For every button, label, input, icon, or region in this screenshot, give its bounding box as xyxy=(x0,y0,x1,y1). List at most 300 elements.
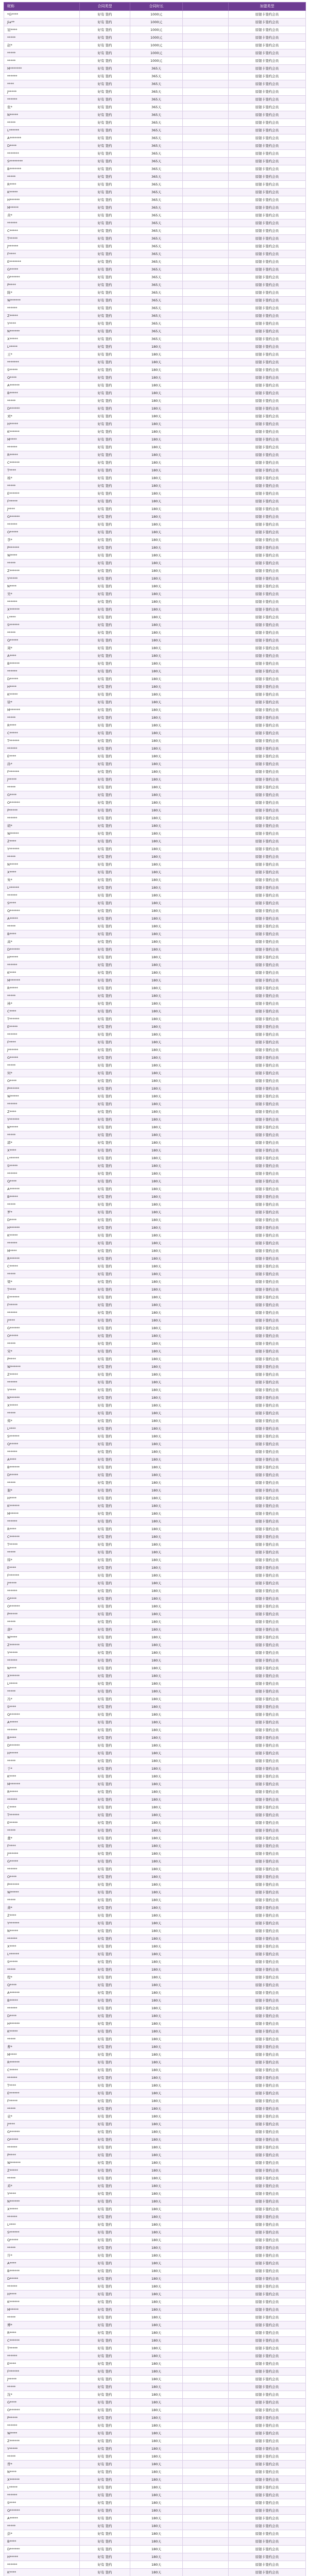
cell-nickname: K***** xyxy=(4,1232,80,1240)
cell-nickname: L****** xyxy=(4,884,80,892)
cell-empty xyxy=(183,1904,229,1912)
table-row xyxy=(4,1634,306,1641)
cell-plan-type: 原银卡签约会员 xyxy=(229,760,306,768)
cell-contract-type: 好有 签约 xyxy=(80,1804,130,1811)
cell-plan-type: 原银卡签约会员 xyxy=(229,2329,306,2337)
cell-plan-type: 原银卡签约会员 xyxy=(229,1618,306,1626)
cell-plan-type: 原银卡签约会员 xyxy=(229,606,306,614)
cell-plan-type: 原银卡签约会员 xyxy=(229,869,306,876)
cell-plan-type: 原银卡签约会员 xyxy=(229,946,306,954)
cell-contract-duration: 1000元 xyxy=(130,34,183,42)
cell-contract-duration: 180天 xyxy=(130,2221,183,2229)
cell-nickname: O****** xyxy=(4,1603,80,1611)
cell-plan-type: 原银卡签约会员 xyxy=(229,312,306,320)
cell-nickname: O***** xyxy=(4,1332,80,1340)
cell-empty xyxy=(183,2028,229,2036)
cell-contract-type: 好有 签约 xyxy=(80,1711,130,1719)
cell-nickname: E****** xyxy=(4,1294,80,1301)
cell-contract-duration: 180天 xyxy=(130,1108,183,1116)
cell-plan-type: 原银卡签约会员 xyxy=(229,2507,306,2515)
cell-contract-type: 好有 签约 xyxy=(80,2538,130,2546)
cell-nickname: 宋* xyxy=(4,1348,80,1355)
cell-plan-type: 原银卡签约会员 xyxy=(229,405,306,413)
cell-nickname: H**** xyxy=(4,2291,80,2298)
table-row xyxy=(4,977,306,985)
cell-empty xyxy=(183,706,229,714)
cell-nickname: J****** xyxy=(4,1850,80,1858)
cell-plan-type: 原银卡签约会员 xyxy=(229,1015,306,1023)
cell-empty xyxy=(183,1263,229,1270)
cell-plan-type: 原银卡签约会员 xyxy=(229,552,306,560)
cell-contract-type: 好有 签约 xyxy=(80,2028,130,2036)
cell-nickname: M***** xyxy=(4,2306,80,2314)
cell-plan-type: 原银卡签约会员 xyxy=(229,1193,306,1201)
cell-contract-duration: 365天 xyxy=(130,73,183,80)
table-row xyxy=(4,1850,306,1858)
cell-contract-duration: 180天 xyxy=(130,598,183,606)
cell-contract-type: 好有 签约 xyxy=(80,1402,130,1410)
cell-nickname: T**** xyxy=(4,467,80,474)
cell-plan-type: 原银卡签约会员 xyxy=(229,2515,306,2522)
cell-contract-duration: 180天 xyxy=(130,900,183,907)
cell-empty xyxy=(183,745,229,753)
cell-nickname: F**** xyxy=(4,250,80,258)
table-row xyxy=(4,1170,306,1178)
table-row xyxy=(4,181,306,189)
cell-empty xyxy=(183,1162,229,1170)
table-row xyxy=(4,1278,306,1286)
cell-contract-duration: 180天 xyxy=(130,1471,183,1479)
table-row xyxy=(4,907,306,915)
cell-contract-type: 好有 签约 xyxy=(80,1201,130,1209)
cell-plan-type: 原银卡签约会员 xyxy=(229,1417,306,1425)
cell-contract-type: 好有 签约 xyxy=(80,26,130,34)
cell-contract-duration: 180天 xyxy=(130,1332,183,1340)
cell-nickname: K***** xyxy=(4,2028,80,2036)
cell-empty xyxy=(183,2391,229,2399)
cell-empty xyxy=(183,1448,229,1456)
cell-plan-type: 原银卡签约会员 xyxy=(229,2360,306,2368)
cell-contract-duration: 365天 xyxy=(130,274,183,281)
cell-nickname: S***** xyxy=(4,366,80,374)
cell-contract-type: 好有 签约 xyxy=(80,1951,130,1958)
cell-empty xyxy=(183,1124,229,1131)
cell-plan-type: 原银卡签约会员 xyxy=(229,2561,306,2569)
cell-contract-duration: 180天 xyxy=(130,2352,183,2360)
cell-plan-type: 原银卡签约会员 xyxy=(229,1742,306,1750)
cell-plan-type: 原银卡签约会员 xyxy=(229,1479,306,1487)
cell-plan-type: 原银卡签约会员 xyxy=(229,1131,306,1139)
cell-contract-duration: 180天 xyxy=(130,567,183,575)
cell-contract-duration: 365天 xyxy=(130,235,183,243)
cell-contract-duration: 180天 xyxy=(130,1077,183,1085)
cell-nickname: N****** xyxy=(4,2198,80,2206)
table-row xyxy=(4,606,306,614)
cell-nickname: ***** xyxy=(4,482,80,490)
cell-contract-duration: 180天 xyxy=(130,985,183,992)
table-row xyxy=(4,1108,306,1116)
cell-empty xyxy=(183,822,229,830)
cell-plan-type: 原银卡签约会员 xyxy=(229,250,306,258)
table-row xyxy=(4,768,306,776)
cell-contract-type: 好有 签约 xyxy=(80,436,130,444)
table-row xyxy=(4,753,306,760)
cell-plan-type: 原银卡签约会员 xyxy=(229,714,306,722)
table-row xyxy=(4,1966,306,1974)
cell-empty xyxy=(183,2221,229,2229)
cell-contract-duration: 180天 xyxy=(130,2020,183,2028)
cell-contract-duration: 180天 xyxy=(130,1997,183,2005)
cell-nickname: D**** xyxy=(4,2012,80,2020)
cell-contract-duration: 180天 xyxy=(130,1000,183,1008)
cell-empty xyxy=(183,1726,229,1734)
cell-contract-duration: 180天 xyxy=(130,359,183,366)
cell-plan-type: 原银卡签约会员 xyxy=(229,529,306,536)
cell-empty xyxy=(183,583,229,590)
cell-empty xyxy=(183,2275,229,2283)
cell-contract-type: 好有 签约 xyxy=(80,1286,130,1294)
cell-contract-type: 好有 签约 xyxy=(80,11,130,19)
cell-nickname: J***** xyxy=(4,1580,80,1587)
table-header xyxy=(4,3,306,11)
cell-contract-type: 好有 签约 xyxy=(80,2213,130,2221)
cell-contract-duration: 180天 xyxy=(130,2074,183,2082)
cell-empty xyxy=(183,389,229,397)
cell-contract-type: 好有 签约 xyxy=(80,876,130,884)
cell-plan-type: 原银卡签约会员 xyxy=(229,1031,306,1039)
cell-empty xyxy=(183,815,229,822)
cell-nickname: 许* xyxy=(4,2252,80,2260)
cell-empty xyxy=(183,351,229,359)
cell-nickname: ****** xyxy=(4,2213,80,2221)
cell-nickname: 曾* xyxy=(4,2461,80,2468)
cell-contract-type: 好有 签约 xyxy=(80,2182,130,2190)
cell-plan-type: 原银卡签约会员 xyxy=(229,49,306,57)
cell-contract-type: 好有 签约 xyxy=(80,1634,130,1641)
cell-empty xyxy=(183,722,229,730)
cell-empty xyxy=(183,1085,229,1093)
cell-contract-duration: 180天 xyxy=(130,1657,183,1665)
cell-contract-type: 好有 签约 xyxy=(80,2066,130,2074)
cell-contract-type: 好有 签约 xyxy=(80,2569,130,2576)
cell-nickname: W**** xyxy=(4,552,80,560)
cell-contract-type: 好有 签约 xyxy=(80,304,130,312)
cell-empty xyxy=(183,992,229,1000)
cell-nickname: W***** xyxy=(4,1889,80,1896)
cell-plan-type: 原银卡签约会员 xyxy=(229,845,306,853)
cell-empty xyxy=(183,1502,229,1510)
cell-empty xyxy=(183,1835,229,1842)
cell-nickname: R***** xyxy=(4,985,80,992)
cell-plan-type: 原银卡签约会员 xyxy=(229,1270,306,1278)
cell-plan-type: 原银卡签约会员 xyxy=(229,1448,306,1456)
cell-empty xyxy=(183,2507,229,2515)
table-row xyxy=(4,343,306,351)
cell-nickname: ****** xyxy=(4,73,80,80)
table-row xyxy=(4,683,306,691)
cell-contract-duration: 180天 xyxy=(130,1788,183,1796)
cell-contract-duration: 180天 xyxy=(130,907,183,915)
table-row xyxy=(4,366,306,374)
cell-plan-type: 原银卡签约会员 xyxy=(229,1781,306,1788)
cell-plan-type: 原银卡签约会员 xyxy=(229,2244,306,2252)
cell-contract-duration: 180天 xyxy=(130,2530,183,2538)
cell-contract-duration: 180天 xyxy=(130,2028,183,2036)
cell-plan-type: 原银卡签约会员 xyxy=(229,1827,306,1835)
cell-contract-type: 好有 签约 xyxy=(80,2553,130,2561)
cell-plan-type: 原银卡签约会员 xyxy=(229,1842,306,1850)
cell-nickname: ***** xyxy=(4,119,80,127)
cell-plan-type: 原银卡签约会员 xyxy=(229,2097,306,2105)
table-row xyxy=(4,359,306,366)
table-row xyxy=(4,1533,306,1541)
cell-empty xyxy=(183,196,229,204)
cell-empty xyxy=(183,104,229,111)
cell-plan-type: 原银卡签约会员 xyxy=(229,884,306,892)
cell-contract-duration: 365天 xyxy=(130,111,183,119)
table-row xyxy=(4,1394,306,1402)
cell-nickname: ****** xyxy=(4,521,80,529)
cell-contract-duration: 180天 xyxy=(130,830,183,838)
cell-nickname: ****** xyxy=(4,1240,80,1247)
cell-contract-duration: 180天 xyxy=(130,1325,183,1332)
cell-nickname: J***** xyxy=(4,776,80,784)
cell-nickname: ****** xyxy=(4,96,80,104)
table-row xyxy=(4,1487,306,1495)
cell-contract-duration: 180天 xyxy=(130,1054,183,1062)
cell-contract-type: 好有 签约 xyxy=(80,1587,130,1595)
cell-empty xyxy=(183,250,229,258)
cell-plan-type: 原银卡签约会员 xyxy=(229,505,306,513)
cell-plan-type: 原银卡签约会员 xyxy=(229,969,306,977)
cell-nickname: T**** xyxy=(4,1286,80,1294)
cell-contract-duration: 180天 xyxy=(130,1634,183,1641)
cell-contract-type: 好有 签约 xyxy=(80,2445,130,2453)
cell-empty xyxy=(183,1023,229,1031)
cell-empty xyxy=(183,2515,229,2522)
cell-plan-type: 原银卡签约会员 xyxy=(229,2337,306,2345)
cell-nickname: 唐* xyxy=(4,1626,80,1634)
cell-empty xyxy=(183,1077,229,1085)
cell-nickname: D***** xyxy=(4,1471,80,1479)
table-row xyxy=(4,869,306,876)
cell-plan-type: 原银卡签约会员 xyxy=(229,961,306,969)
cell-empty xyxy=(183,2190,229,2198)
cell-nickname: ****** xyxy=(4,219,80,227)
cell-plan-type: 原银卡签约会员 xyxy=(229,1394,306,1402)
cell-plan-type: 原银卡签约会员 xyxy=(229,304,306,312)
table-row xyxy=(4,204,306,212)
cell-empty xyxy=(183,1325,229,1332)
cell-empty xyxy=(183,1858,229,1866)
cell-empty xyxy=(183,2499,229,2507)
cell-empty xyxy=(183,1139,229,1147)
cell-contract-duration: 180天 xyxy=(130,2090,183,2097)
cell-empty xyxy=(183,2236,229,2244)
table-row xyxy=(4,1015,306,1023)
cell-plan-type: 原银卡签约会员 xyxy=(229,1981,306,1989)
cell-nickname: 胡* xyxy=(4,822,80,830)
cell-contract-duration: 180天 xyxy=(130,1046,183,1054)
cell-empty xyxy=(183,2082,229,2090)
cell-contract-duration: 180天 xyxy=(130,1425,183,1433)
cell-contract-type: 好有 签约 xyxy=(80,838,130,845)
cell-contract-duration: 180天 xyxy=(130,992,183,1000)
cell-contract-type: 好有 签约 xyxy=(80,1479,130,1487)
cell-plan-type: 原银卡签约会员 xyxy=(229,1425,306,1433)
table-row xyxy=(4,1757,306,1765)
table-row xyxy=(4,1402,306,1410)
cell-empty xyxy=(183,2012,229,2020)
cell-plan-type: 原银卡签约会员 xyxy=(229,629,306,637)
table-row xyxy=(4,2352,306,2360)
cell-contract-type: 好有 签约 xyxy=(80,1618,130,1626)
table-row xyxy=(4,876,306,884)
cell-contract-type: 好有 签约 xyxy=(80,2275,130,2283)
table-row xyxy=(4,235,306,243)
table-row xyxy=(4,1827,306,1835)
table-row xyxy=(4,1703,306,1711)
table-row xyxy=(4,2213,306,2221)
cell-plan-type: 原银卡签约会员 xyxy=(229,1896,306,1904)
cell-contract-duration: 180天 xyxy=(130,2546,183,2553)
cell-contract-type: 好有 签约 xyxy=(80,498,130,505)
cell-contract-type: 好有 签约 xyxy=(80,374,130,382)
cell-empty xyxy=(183,737,229,745)
cell-nickname: G****** xyxy=(4,513,80,521)
cell-plan-type: 原银卡签约会员 xyxy=(229,1077,306,1085)
cell-contract-duration: 365天 xyxy=(130,173,183,181)
cell-empty xyxy=(183,2036,229,2043)
cell-nickname: D***** xyxy=(4,675,80,683)
cell-contract-type: 好有 签约 xyxy=(80,1672,130,1680)
table-row xyxy=(4,861,306,869)
cell-nickname: 周* xyxy=(4,645,80,652)
cell-empty xyxy=(183,420,229,428)
table-row xyxy=(4,1247,306,1255)
cell-nickname: D****** xyxy=(4,405,80,413)
table-row xyxy=(4,583,306,590)
cell-plan-type: 原银卡签约会员 xyxy=(229,42,306,49)
cell-plan-type: 原银卡签约会员 xyxy=(229,799,306,807)
cell-contract-duration: 180天 xyxy=(130,2066,183,2074)
cell-plan-type: 原银卡签约会员 xyxy=(229,513,306,521)
table-row xyxy=(4,2499,306,2507)
cell-contract-type: 好有 签约 xyxy=(80,1008,130,1015)
cell-nickname: N***** xyxy=(4,1124,80,1131)
cell-empty xyxy=(183,2283,229,2291)
table-row xyxy=(4,892,306,900)
cell-plan-type: 原银卡签约会员 xyxy=(229,1155,306,1162)
cell-nickname: G**** xyxy=(4,2399,80,2406)
cell-contract-duration: 180天 xyxy=(130,1278,183,1286)
cell-plan-type: 原银卡签约会员 xyxy=(229,1023,306,1031)
cell-contract-duration: 180天 xyxy=(130,536,183,544)
table-row xyxy=(4,1023,306,1031)
cell-plan-type: 原银卡签约会员 xyxy=(229,536,306,544)
cell-nickname: K****** xyxy=(4,2298,80,2306)
cell-contract-duration: 180天 xyxy=(130,1170,183,1178)
cell-nickname: O**** xyxy=(4,1873,80,1881)
cell-contract-type: 好有 签约 xyxy=(80,2051,130,2059)
cell-empty xyxy=(183,1595,229,1603)
cell-plan-type: 原银卡签约会员 xyxy=(229,26,306,34)
cell-contract-type: 好有 签约 xyxy=(80,590,130,598)
table-row xyxy=(4,1216,306,1224)
cell-contract-duration: 180天 xyxy=(130,706,183,714)
table-row xyxy=(4,312,306,320)
cell-contract-duration: 180天 xyxy=(130,1116,183,1124)
cell-contract-type: 好有 签约 xyxy=(80,1974,130,1981)
cell-contract-type: 好有 签约 xyxy=(80,2453,130,2461)
table-row xyxy=(4,1603,306,1611)
cell-nickname: C****** xyxy=(4,1533,80,1541)
cell-plan-type: 原银卡签约会员 xyxy=(229,815,306,822)
cell-plan-type: 原银卡签约会员 xyxy=(229,1626,306,1634)
cell-contract-type: 好有 签约 xyxy=(80,1425,130,1433)
cell-contract-type: 好有 签约 xyxy=(80,1541,130,1549)
cell-nickname: ****** xyxy=(4,1031,80,1039)
table-row xyxy=(4,1100,306,1108)
cell-plan-type: 原银卡签约会员 xyxy=(229,1502,306,1510)
table-row xyxy=(4,776,306,784)
table-row xyxy=(4,1665,306,1672)
cell-contract-duration: 180天 xyxy=(130,590,183,598)
cell-plan-type: 原银卡签约会员 xyxy=(229,1332,306,1340)
table-row xyxy=(4,830,306,838)
cell-contract-duration: 180天 xyxy=(130,560,183,567)
cell-plan-type: 原银卡签约会员 xyxy=(229,737,306,745)
cell-empty xyxy=(183,668,229,675)
cell-contract-duration: 180天 xyxy=(130,699,183,706)
cell-contract-duration: 1000元 xyxy=(130,26,183,34)
cell-empty xyxy=(183,1951,229,1958)
cell-empty xyxy=(183,428,229,436)
cell-nickname: 李* xyxy=(4,536,80,544)
cell-nickname: W***** xyxy=(4,1093,80,1100)
cell-plan-type: 原银卡签约会员 xyxy=(229,1757,306,1765)
cell-nickname: 邓* xyxy=(4,2182,80,2190)
cell-contract-type: 好有 签约 xyxy=(80,2352,130,2360)
cell-contract-type: 好有 签约 xyxy=(80,1533,130,1541)
cell-contract-type: 好有 签约 xyxy=(80,2422,130,2430)
cell-contract-type: 好有 签约 xyxy=(80,606,130,614)
cell-contract-type: 好有 签约 xyxy=(80,1927,130,1935)
cell-contract-duration: 365天 xyxy=(130,258,183,266)
cell-empty xyxy=(183,2213,229,2221)
cell-empty xyxy=(183,869,229,876)
cell-contract-type: 好有 签约 xyxy=(80,1340,130,1348)
cell-plan-type: 原银卡签约会员 xyxy=(229,1000,306,1008)
cell-empty xyxy=(183,536,229,544)
cell-plan-type: 原银卡签约会员 xyxy=(229,96,306,104)
cell-nickname: K***** xyxy=(4,189,80,196)
table-row xyxy=(4,2074,306,2082)
cell-plan-type: 原银卡签约会员 xyxy=(229,544,306,552)
table-row xyxy=(4,1425,306,1433)
cell-contract-duration: 180天 xyxy=(130,1015,183,1023)
cell-plan-type: 原银卡签约会员 xyxy=(229,1927,306,1935)
cell-empty xyxy=(183,2414,229,2422)
cell-contract-duration: 365天 xyxy=(130,250,183,258)
cell-contract-duration: 180天 xyxy=(130,1155,183,1162)
cell-plan-type: 原银卡签约会员 xyxy=(229,235,306,243)
cell-nickname: M****** xyxy=(4,1781,80,1788)
cell-nickname: D****** xyxy=(4,1742,80,1750)
cell-nickname: E******* xyxy=(4,258,80,266)
cell-contract-duration: 180天 xyxy=(130,629,183,637)
cell-empty xyxy=(183,2337,229,2345)
